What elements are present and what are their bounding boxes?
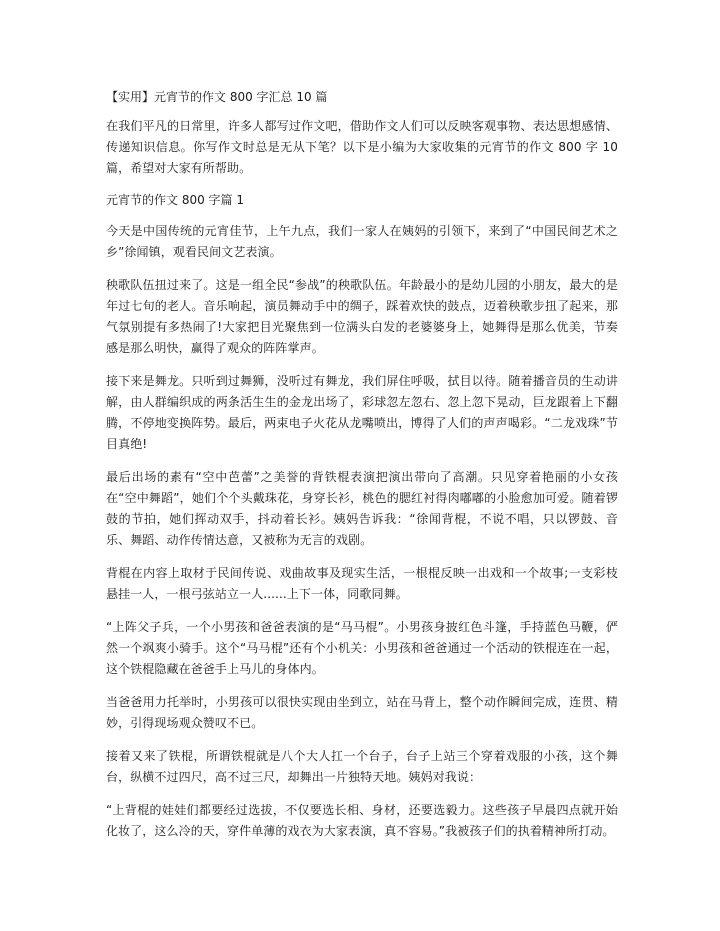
document-body bbox=[106, 88, 618, 854]
body-paragraph: 接下来是舞龙。只听到过舞狮，没听过有舞龙，我们屏住呼吸，拭目以待。随着播音员的生动讲解，由人群编织成的两条活生生的金龙出场了，彩球忽左忽右、忽上忽下晃动，巨龙跟着上下翻腾，不停地变换阵势。最后，两束电子火花从龙嘴喷出，博得了人们的声声喝彩。“二龙戏珠”节目真绝! bbox=[106, 374, 618, 451]
body-paragraph: 最后出场的素有“空中芭蕾”之美誉的背铁棍表演把演出带向了高潮。只见穿着艳丽的小女孩在“空中舞蹈”，她们个个头戴珠花，身穿长衫，桃色的腮红衬得肉嘟嘟的小脸愈加可爱。随着锣鼓的节拍，她们挥动双手，抖动着长衫。姨妈告诉我：“徐闻背棍，不说不唱，只以锣鼓、音乐、舞蹈、动作传情达意，又被称为无言的戏剧。 bbox=[106, 470, 618, 547]
body-paragraph: 秧歌队伍扭过来了。这是一组全民“参战”的秧歌队伍。年龄最小的是幼儿园的小朋友，最大的是年过七旬的老人。音乐响起，演员舞动手中的绸子，踩着欢快的鼓点，迈着秧歌步扭了起来，那气氛别提有多热闹了!大家把目光聚焦到一位满头白发的老婆婆身上，她舞得是那么优美，节奏感是那么明快，赢得了观众的阵阵掌声。 bbox=[106, 278, 618, 355]
body-paragraph: 背棍在内容上取材于民间传说、戏曲故事及现实生活，一根棍反映一出戏和一个故事;一支彩枝悬挂一人，一根弓弦站立一人......上下一体，同歌同舞。 bbox=[106, 566, 618, 601]
document-title: 【实用】元宵节的作文 800 字汇总 10 篇 bbox=[106, 90, 328, 104]
body-paragraph: “上背棍的娃娃们都要经过选拔，不仅要选长相、身材，还要选毅力。这些孩子早晨四点就开始化妆了，这么冷的天，穿件单薄的戏衣为大家表演，真不容易。”我被孩子们的执着精神所打动。 bbox=[106, 803, 618, 838]
intro-paragraph: 在我们平凡的日常里，许多人都写过作文吧，借助作文人们可以反映客观事物、表达思想感情、传递知识信息。你写作文时总是无从下笔？以下是小编为大家收集的元宵节的作文 800 字 10 篇，希望对大家有所帮助。 bbox=[106, 119, 618, 175]
section-title: 元宵节的作文 800 字篇 1 bbox=[106, 193, 244, 207]
body-paragraph: 接着又来了铁棍，所谓铁棍就是八个大人扛一个台子，台子上站三个穿着戏服的小孩，这个舞台，纵横不过四尺，高不过三尺，却舞出一片独特天地。姨妈对我说： bbox=[106, 749, 618, 784]
body-paragraph: “上阵父子兵，一个小男孩和爸爸表演的是“马马棍”。小男孩身披红色斗篷，手持蓝色马鞭，俨然一个飒爽小骑手。这个“马马棍”还有个小机关：小男孩和爸爸通过一个活动的铁棍连在一起，这个铁棍隐藏在爸爸手上马儿的身体内。 bbox=[106, 620, 618, 676]
body-paragraph: 今天是中国传统的元宵佳节，上午九点，我们一家人在姨妈的引领下，来到了“中国民间艺术之乡”徐闻镇，观看民间文艺表演。 bbox=[106, 224, 618, 259]
body-paragraph: 当爸爸用力托举时，小男孩可以很快实现由坐到立，站在马背上，整个动作瞬间完成，连贯、精妙，引得现场观众赞叹不已。 bbox=[106, 695, 618, 730]
